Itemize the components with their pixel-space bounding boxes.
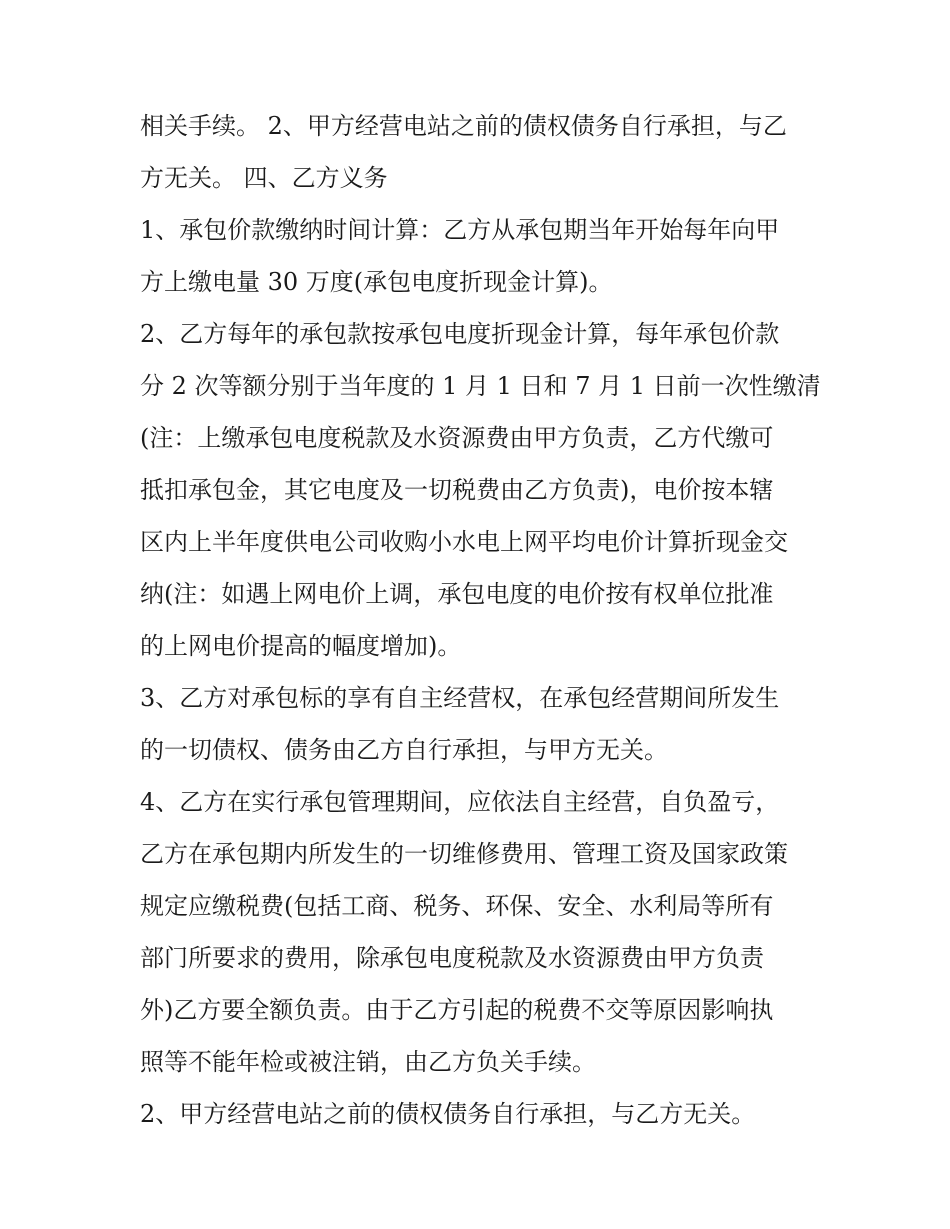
text-line: 规定应缴税费(包括工商、税务、环保、安全、水利局等所有 bbox=[140, 892, 774, 920]
text-line: 分 2 次等额分别于当年度的 1 月 1 日和 7 月 1 日前一次性缴清 bbox=[140, 372, 821, 400]
contract-text bbox=[140, 100, 820, 1140]
text-line: 2、甲方经营电站之前的债权债务自行承担，与乙方无关。 bbox=[140, 1100, 756, 1128]
text-line: 方上缴电量 30 万度(承包电度折现金计算)。 bbox=[140, 268, 613, 296]
text-line: 乙方在承包期内所发生的一切维修费用、管理工资及国家政策 bbox=[140, 840, 788, 868]
text-line: 外)乙方要全额负责。由于乙方引起的税费不交等原因影响执 bbox=[140, 996, 774, 1024]
text-line: 1、承包价款缴纳时间计算：乙方从承包期当年开始每年向甲 bbox=[140, 216, 780, 244]
text-line: 方无关。 四、乙方义务 bbox=[140, 164, 388, 192]
text-line: 的一切债权、债务由乙方自行承担，与甲方无关。 bbox=[140, 736, 668, 764]
text-line: 4、乙方在实行承包管理期间，应依法自主经营，自负盈亏， bbox=[140, 788, 780, 816]
text-line: (注：上缴承包电度税款及水资源费由甲方负责，乙方代缴可 bbox=[140, 424, 774, 452]
text-line: 照等不能年检或被注销，由乙方负关手续。 bbox=[140, 1048, 596, 1076]
text-line: 的上网电价提高的幅度增加)。 bbox=[140, 632, 462, 660]
text-line: 纳(注：如遇上网电价上调，承包电度的电价按有权单位批准 bbox=[140, 580, 774, 608]
text-line: 区内上半年度供电公司收购小水电上网平均电价计算折现金交 bbox=[140, 528, 788, 556]
text-line: 2、乙方每年的承包款按承包电度折现金计算，每年承包价款 bbox=[140, 320, 780, 348]
text-line: 抵扣承包金，其它电度及一切税费由乙方负责)，电价按本辖 bbox=[140, 476, 774, 504]
text-line: 相关手续。 2、甲方经营电站之前的债权债务自行承担，与乙 bbox=[140, 112, 787, 140]
text-line: 3、乙方对承包标的享有自主经营权，在承包经营期间所发生 bbox=[140, 684, 780, 712]
text-line: 部门所要求的费用，除承包电度税款及水资源费由甲方负责 bbox=[140, 944, 764, 972]
